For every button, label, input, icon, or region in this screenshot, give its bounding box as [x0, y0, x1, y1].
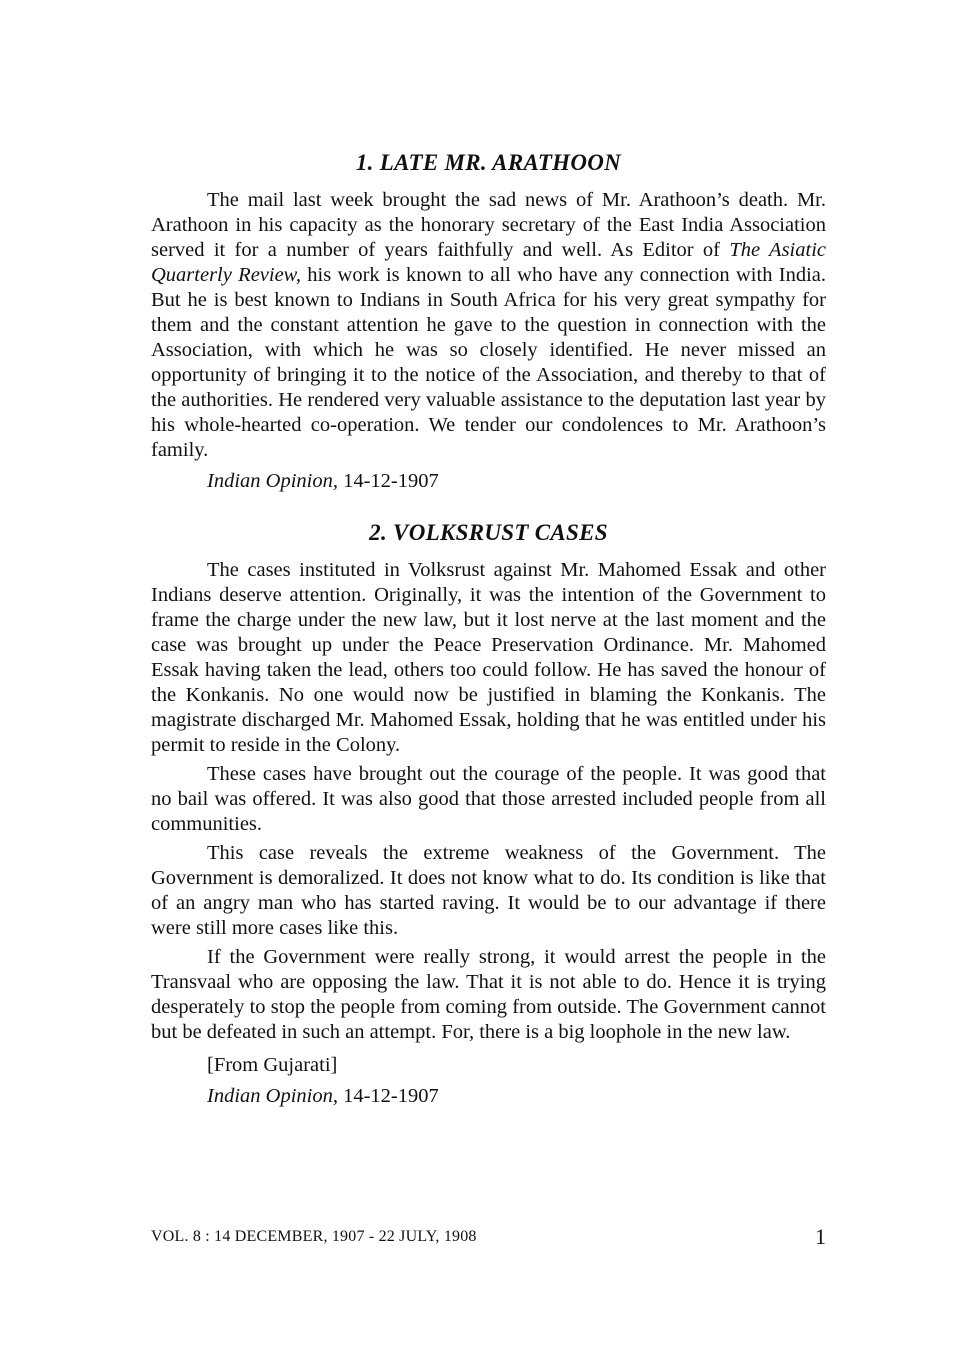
paragraph-text: his work is known to all who have any connection with India. But he is best known to Indians in South Africa for his very great sympathy for them and the constant attention he gave to the question in connection with the Association, with which he was so closely identified. He never missed an opportunity of bringing it to the notice of the Association, and thereby to that of the authorities. He rendered very valuable assistance to the deputation last year by his whole-hearted co-operation. We tender our condolences to Mr. Arathoon’s family.: [151, 264, 827, 461]
journal-title: The Asiatic Quarterly Review,: [151, 239, 826, 286]
source-citation: [207, 1084, 826, 1109]
translation-note: [From Gujarati]: [207, 1054, 338, 1076]
body-paragraph: If the Government were really strong, it would arrest the people in the Transvaal who are opposing the law. That it is not able to do. Hence it is trying desperately to stop the people from coming from outside. The Government cannot but be defeated in such an attempt. For, there is a big loophole in the new law.: [151, 946, 826, 1043]
source-citation: [207, 469, 826, 494]
paragraph-text: The mail last week brought the sad news of Mr. Arathoon’s death. Mr. Arathoon in his capacity as the honorary secretary of the East India Association served it for a number of years faithfully and well. As Editor of: [151, 189, 826, 261]
section-title: 2. VOLKSRUST CASES: [369, 520, 608, 545]
source-name: Indian Opinion,: [207, 470, 338, 492]
body-paragraph: [151, 188, 826, 463]
body-paragraph: These cases have brought out the courage of the people. It was good that no bail was offered. It was also good that those arrested included people from all communities.: [151, 763, 826, 835]
body-paragraph: The cases instituted in Volksrust against Mr. Mahomed Essak and other Indians deserve attention. Originally, it was the intention of the Government to frame the charge under the new law, but it lost nerve at the last moment and the case was brought up under the Peace Preservation Ordinance. Mr. Mahomed Essak having taken the lead, others too could follow. He has saved the honour of the Konkanis. No one would now be justified in blaming the Konkanis. The magistrate discharged Mr. Mahomed Essak, holding that he was entitled under his permit to reside in the Colony.: [151, 559, 826, 756]
volume-info: VOL. 8 : 14 DECEMBER, 1907 - 22 JULY, 1908: [151, 1228, 477, 1245]
section-title: 1. LATE MR. ARATHOON: [355, 150, 622, 175]
source-date: 14-12-1907: [337, 1085, 439, 1107]
document-body: [151, 148, 826, 1109]
page-footer: [151, 1226, 826, 1250]
source-date: 14-12-1907: [337, 470, 439, 492]
page-number: 1: [815, 1224, 826, 1249]
body-paragraph: This case reveals the extreme weakness of the Government. The Government is demoralized. It does not know what to do. Its condition is like that of an angry man who has started raving. It would be to our advantage if there were still more cases like this.: [151, 842, 826, 939]
source-name: Indian Opinion,: [207, 1085, 338, 1107]
